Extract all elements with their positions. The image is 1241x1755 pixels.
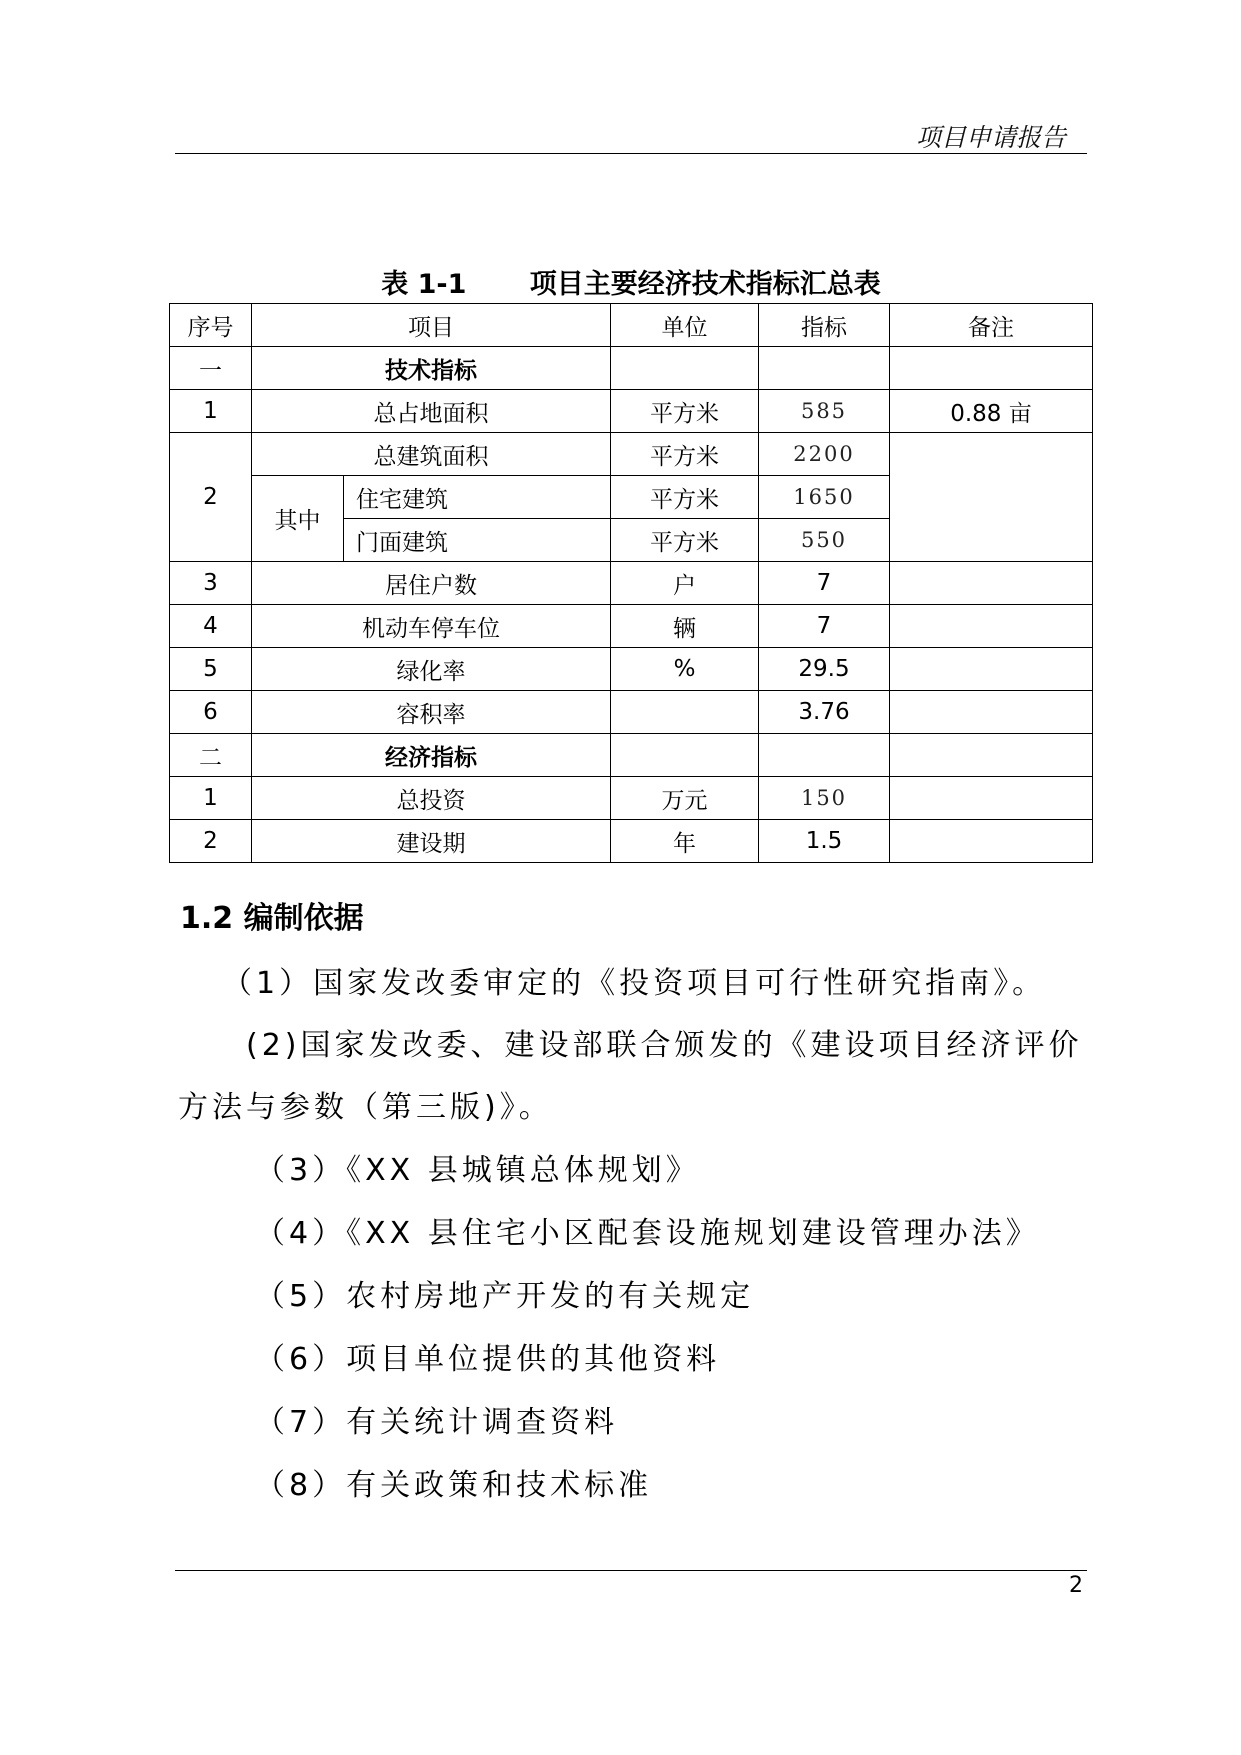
row-item: 居住户数 [252, 562, 611, 605]
table-row [170, 605, 1093, 648]
row-value: 585 [759, 390, 890, 433]
row-value: 3.76 [759, 691, 890, 734]
column-header: 单位 [611, 304, 759, 347]
row-group-label: 其中 [252, 476, 344, 562]
table-caption: 表 1-1 项目主要经济技术指标汇总表 [381, 269, 881, 300]
table-row [170, 433, 1093, 476]
basis-item: (2)国家发改委、建设部联合颁发的《建设项目经济评价 [246, 1028, 1083, 1063]
row-value: 29.5 [759, 648, 890, 691]
table-row [170, 777, 1093, 820]
row-unit: 平方米 [611, 433, 759, 476]
row-seq: 1 [170, 777, 252, 820]
page-number: 2 [1069, 1573, 1083, 1598]
basis-item: （1）国家发改委审定的《投资项目可行性研究指南》。 [222, 966, 1047, 1001]
row-unit: 平方米 [611, 476, 759, 519]
section-heading: 1.2 编制依据 [180, 901, 364, 936]
running-header-title: 项目申请报告 [915, 123, 1066, 152]
row-item: 总占地面积 [252, 390, 611, 433]
row-unit: 户 [611, 562, 759, 605]
section-seq: 一 [170, 347, 252, 390]
empty-cell [759, 734, 890, 777]
row-item: 建设期 [252, 820, 611, 863]
row-value: 7 [759, 605, 890, 648]
column-header: 指标 [759, 304, 890, 347]
table-header-row [170, 304, 1093, 347]
row-unit: % [611, 648, 759, 691]
column-header: 备注 [890, 304, 1093, 347]
row-note [890, 605, 1093, 648]
row-subitem: 住宅建筑 [344, 476, 611, 519]
column-header: 项目 [252, 304, 611, 347]
row-value: 150 [759, 777, 890, 820]
row-seq: 2 [170, 433, 252, 562]
row-seq: 6 [170, 691, 252, 734]
table-row [170, 562, 1093, 605]
row-note: 0.88 亩 [890, 390, 1093, 433]
basis-item: （4）《XX 县住宅小区配套设施规划建设管理办法》 [255, 1216, 1040, 1251]
basis-item: （5）农村房地产开发的有关规定 [255, 1279, 755, 1314]
row-seq: 2 [170, 820, 252, 863]
row-item: 容积率 [252, 691, 611, 734]
row-item: 绿化率 [252, 648, 611, 691]
empty-cell [890, 734, 1093, 777]
basis-item: （6）项目单位提供的其他资料 [255, 1342, 721, 1377]
footer-divider [175, 1570, 1087, 1571]
basis-item: （8）有关政策和技术标准 [255, 1468, 653, 1503]
row-subitem: 门面建筑 [344, 519, 611, 562]
empty-cell [890, 347, 1093, 390]
column-header: 序号 [170, 304, 252, 347]
row-value: 550 [759, 519, 890, 562]
table-row [170, 648, 1093, 691]
section-label: 技术指标 [252, 347, 611, 390]
row-unit: 年 [611, 820, 759, 863]
row-seq: 5 [170, 648, 252, 691]
basis-item: （7）有关统计调查资料 [255, 1405, 619, 1440]
row-seq: 1 [170, 390, 252, 433]
section-label: 经济指标 [252, 734, 611, 777]
empty-cell [611, 734, 759, 777]
table-row [170, 820, 1093, 863]
row-unit: 平方米 [611, 519, 759, 562]
row-note [890, 433, 1093, 562]
row-item: 机动车停车位 [252, 605, 611, 648]
row-note [890, 648, 1093, 691]
section-row [170, 734, 1093, 777]
row-unit: 平方米 [611, 390, 759, 433]
row-unit: 万元 [611, 777, 759, 820]
basis-item: （3）《XX 县城镇总体规划》 [255, 1153, 700, 1188]
header-divider [175, 153, 1087, 154]
row-value: 1650 [759, 476, 890, 519]
table-row [170, 691, 1093, 734]
row-note [890, 562, 1093, 605]
basis-item-continuation: 方法与参数（第三版)》。 [178, 1090, 553, 1125]
row-item: 总投资 [252, 777, 611, 820]
indicator-summary-table [169, 303, 1093, 863]
row-unit: 辆 [611, 605, 759, 648]
row-note [890, 691, 1093, 734]
row-value: 1.5 [759, 820, 890, 863]
empty-cell [759, 347, 890, 390]
row-seq: 3 [170, 562, 252, 605]
row-note [890, 820, 1093, 863]
row-seq: 4 [170, 605, 252, 648]
row-note [890, 777, 1093, 820]
row-value: 2200 [759, 433, 890, 476]
section-row [170, 347, 1093, 390]
row-item: 总建筑面积 [252, 433, 611, 476]
row-value: 7 [759, 562, 890, 605]
section-seq: 二 [170, 734, 252, 777]
table-row [170, 390, 1093, 433]
row-unit [611, 691, 759, 734]
empty-cell [611, 347, 759, 390]
